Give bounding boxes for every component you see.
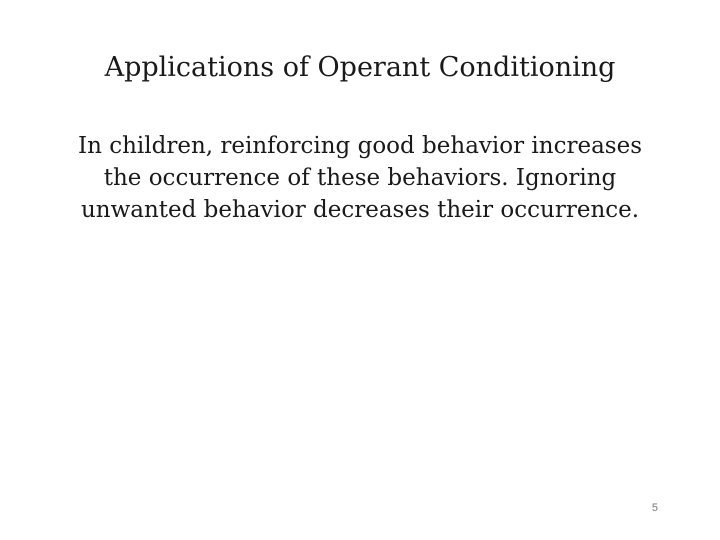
page-number: 5 bbox=[651, 502, 658, 514]
slide-body-text bbox=[40, 130, 680, 226]
body-line-3: unwanted behavior decreases their occurrence. bbox=[80, 197, 640, 223]
body-line-2: the occurrence of these behaviors. Ignoring bbox=[103, 165, 617, 191]
body-line-1: In children, reinforcing good behavior increases bbox=[78, 133, 642, 159]
slide-title: Applications of Operant Conditioning bbox=[104, 52, 616, 83]
